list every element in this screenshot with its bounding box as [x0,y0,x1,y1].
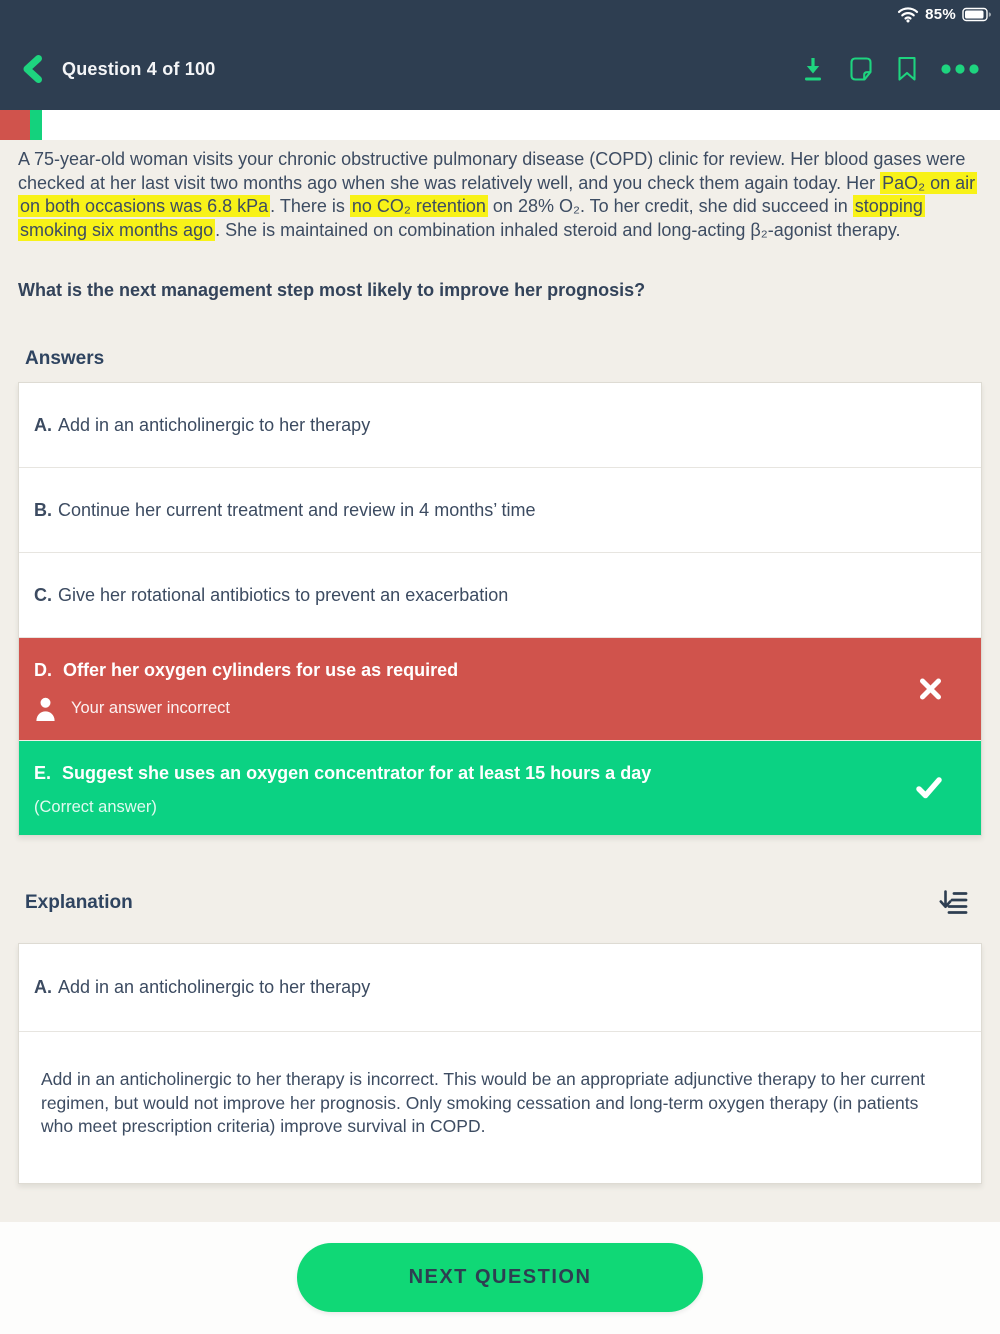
explanation-option-a[interactable] [19,944,981,1032]
explanation-header [25,888,970,917]
more-button[interactable] [940,63,980,75]
question-content [0,140,1000,1222]
option-letter: E. [34,763,52,783]
question-segment: . She is maintained on combination inhaled steroid and long-acting β₂-agonist therapy. [215,219,901,240]
page-title: Question 4 of 100 [62,58,216,79]
battery-icon [962,7,992,22]
answers-heading: Answers [25,348,105,369]
option-letter: D. [34,660,52,680]
answers-card [18,382,982,836]
option-letter: A. [34,414,52,435]
question-segment: on 28% O₂. To her credit, she did succeed in [487,196,853,216]
note-page-icon [848,55,874,83]
option-text: Offer her oxygen cylinders for use as required [63,660,459,680]
notes-button[interactable] [848,55,874,83]
chevron-left-icon [20,54,44,84]
question-segment: A 75-year-old woman visits your chronic obstructive pulmonary disease (COPD) clinic for review. Her blood gases were checked at her last visit two months ago when she was relatively well, and you check them again today. Her [18,149,966,193]
option-letter: B. [34,499,52,520]
progress-bar [0,110,1000,140]
progress-segment-correct [30,110,42,140]
incorrect-note: Your answer incorrect [71,699,230,717]
header [0,28,1000,110]
person-icon [34,695,57,722]
bookmark-button[interactable] [896,55,918,83]
explanation-heading: Explanation [25,891,133,913]
wifi-icon [897,6,919,23]
check-mark-icon [915,776,943,801]
scroll-to-bottom-button[interactable] [937,888,970,917]
bookmark-icon [896,55,918,83]
correct-note: (Correct answer) [34,798,157,816]
status-bar [0,0,1000,28]
option-letter: A. [34,977,52,997]
footer-bar [0,1222,1000,1334]
option-text: Continue her current treatment and review in 4 months’ time [58,499,536,520]
question-highlight: stopping smoking six months ago [20,196,923,240]
x-mark-icon [918,677,943,702]
option-text: Add in an anticholinergic to her therapy [58,414,371,435]
back-button[interactable] [20,54,44,84]
progress-segment-incorrect [0,110,30,140]
answer-option-b[interactable] [19,468,981,553]
question-highlight: PaO₂ on air on both occasions was 6.8 kPa [20,172,976,216]
explanation-card [18,943,982,1184]
scroll-to-bottom-icon [937,888,970,917]
question-text [18,148,982,242]
explanation-body: Add in an anticholinergic to her therapy is incorrect. This would be an appropriate adjunctive therapy to her current regimen, but would not improve her prognosis. Only smoking cessation and long-term oxygen therapy (in patients who meet prescription criteria) improve survival in COPD. [41,1069,925,1136]
answer-option-c[interactable] [19,553,981,638]
option-letter: C. [34,584,52,605]
download-icon [800,55,826,83]
question-highlight: no CO₂ retention [351,196,486,216]
answer-option-e-correct[interactable] [19,741,981,835]
question-segment: . There is [270,196,350,216]
battery-percent: 85% [925,5,956,23]
option-text: Suggest she uses an oxygen concentrator for at least 15 hours a day [62,763,652,783]
ellipsis-icon [940,63,980,75]
answer-option-d-incorrect[interactable] [19,638,981,741]
option-text: Add in an anticholinergic to her therapy [58,977,371,997]
option-text: Give her rotational antibiotics to prevent an exacerbation [58,584,509,605]
next-question-button[interactable]: NEXT QUESTION [297,1243,703,1312]
answer-option-a[interactable] [19,383,981,468]
question-prompt: What is the next management step most likely to improve her prognosis? [18,280,646,300]
download-button[interactable] [800,55,826,83]
